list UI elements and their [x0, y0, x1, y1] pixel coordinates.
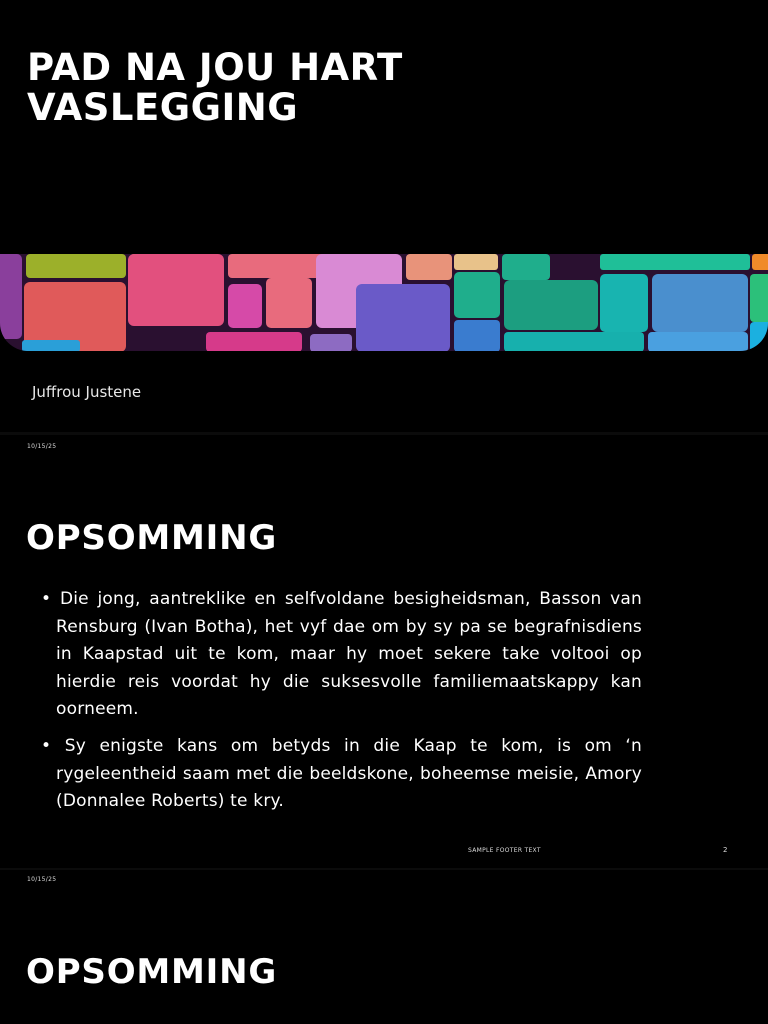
summary-bullets [26, 586, 642, 825]
slide-date: 10/15/25 [27, 443, 57, 450]
title-slide [0, 0, 768, 432]
slide-date: 10/15/25 [27, 876, 57, 883]
bullet-item: • Die jong, aantreklike en selfvoldane besigheidsman, Basson van Rensburg (Ivan Botha), het vyf dae om by sy pa se begrafnisdiens in Kaapstad uit te kom, maar hy moet sekere take voltooi op hierdie reis voordat hy die suksesvolle familiemaatskappy kan oorneem. [26, 586, 642, 724]
summary-slide-continued [0, 870, 768, 1024]
author-name: Juffrou Justene [32, 383, 142, 401]
slide-title: OPSOMMING [26, 952, 278, 992]
page-number: 2 [723, 846, 728, 854]
bullet-item: • Sy enigste kans om betyds in die Kaap te kom, is om ‘n rygeleentheid saam met die beeldskone, boheemse meisie, Amory (Donnalee Roberts) te kry. [26, 733, 642, 816]
slide-title: OPSOMMING [26, 518, 278, 558]
footer-text: SAMPLE FOOTER TEXT [468, 847, 541, 854]
slide-separator [0, 432, 768, 435]
summary-slide [0, 436, 768, 868]
presentation-title: PAD NA JOU HART VASLEGGING [27, 46, 403, 129]
colorful-blocks-banner-image [0, 254, 768, 351]
